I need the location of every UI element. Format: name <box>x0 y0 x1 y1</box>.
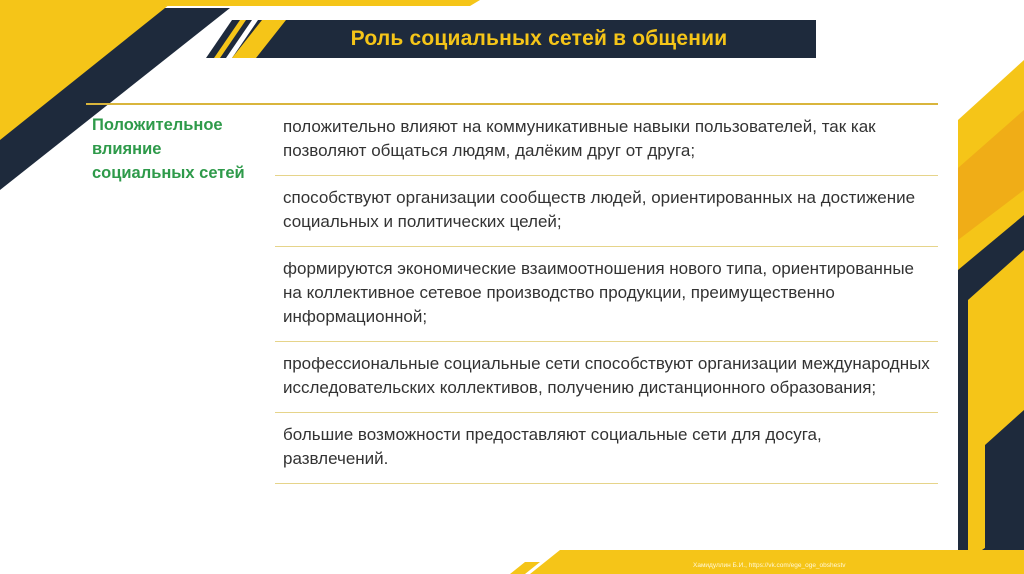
items-column <box>275 103 938 484</box>
list-item: способствуют организации сообществ людей, ориентированных на достижение социальных и политических целей; <box>275 176 938 247</box>
slide-title: Роль социальных сетей в общении <box>350 27 728 50</box>
content-table <box>86 103 938 484</box>
category-column <box>86 103 275 484</box>
list-item: формируются экономические взаимоотношения нового типа, ориентированные на коллективное сетевое производство продукции, преимущественно информационной; <box>275 247 938 342</box>
category-label: Положительное влияние социальных сетей <box>92 116 245 182</box>
title-bar <box>262 20 816 58</box>
list-item: положительно влияют на коммуникативные навыки пользователей, так как позволяют общаться людям, далёким друг от друга; <box>275 105 938 176</box>
list-item: большие возможности предоставляют социальные сети для досуга, развлечений. <box>275 413 938 484</box>
list-item: профессиональные социальные сети способствуют организации международных исследовательских коллективов, получению дистанционного образования; <box>275 342 938 413</box>
footer-credit: Хамидуллин Б.И., https://vk.com/ege_oge_obshestv <box>693 562 846 569</box>
